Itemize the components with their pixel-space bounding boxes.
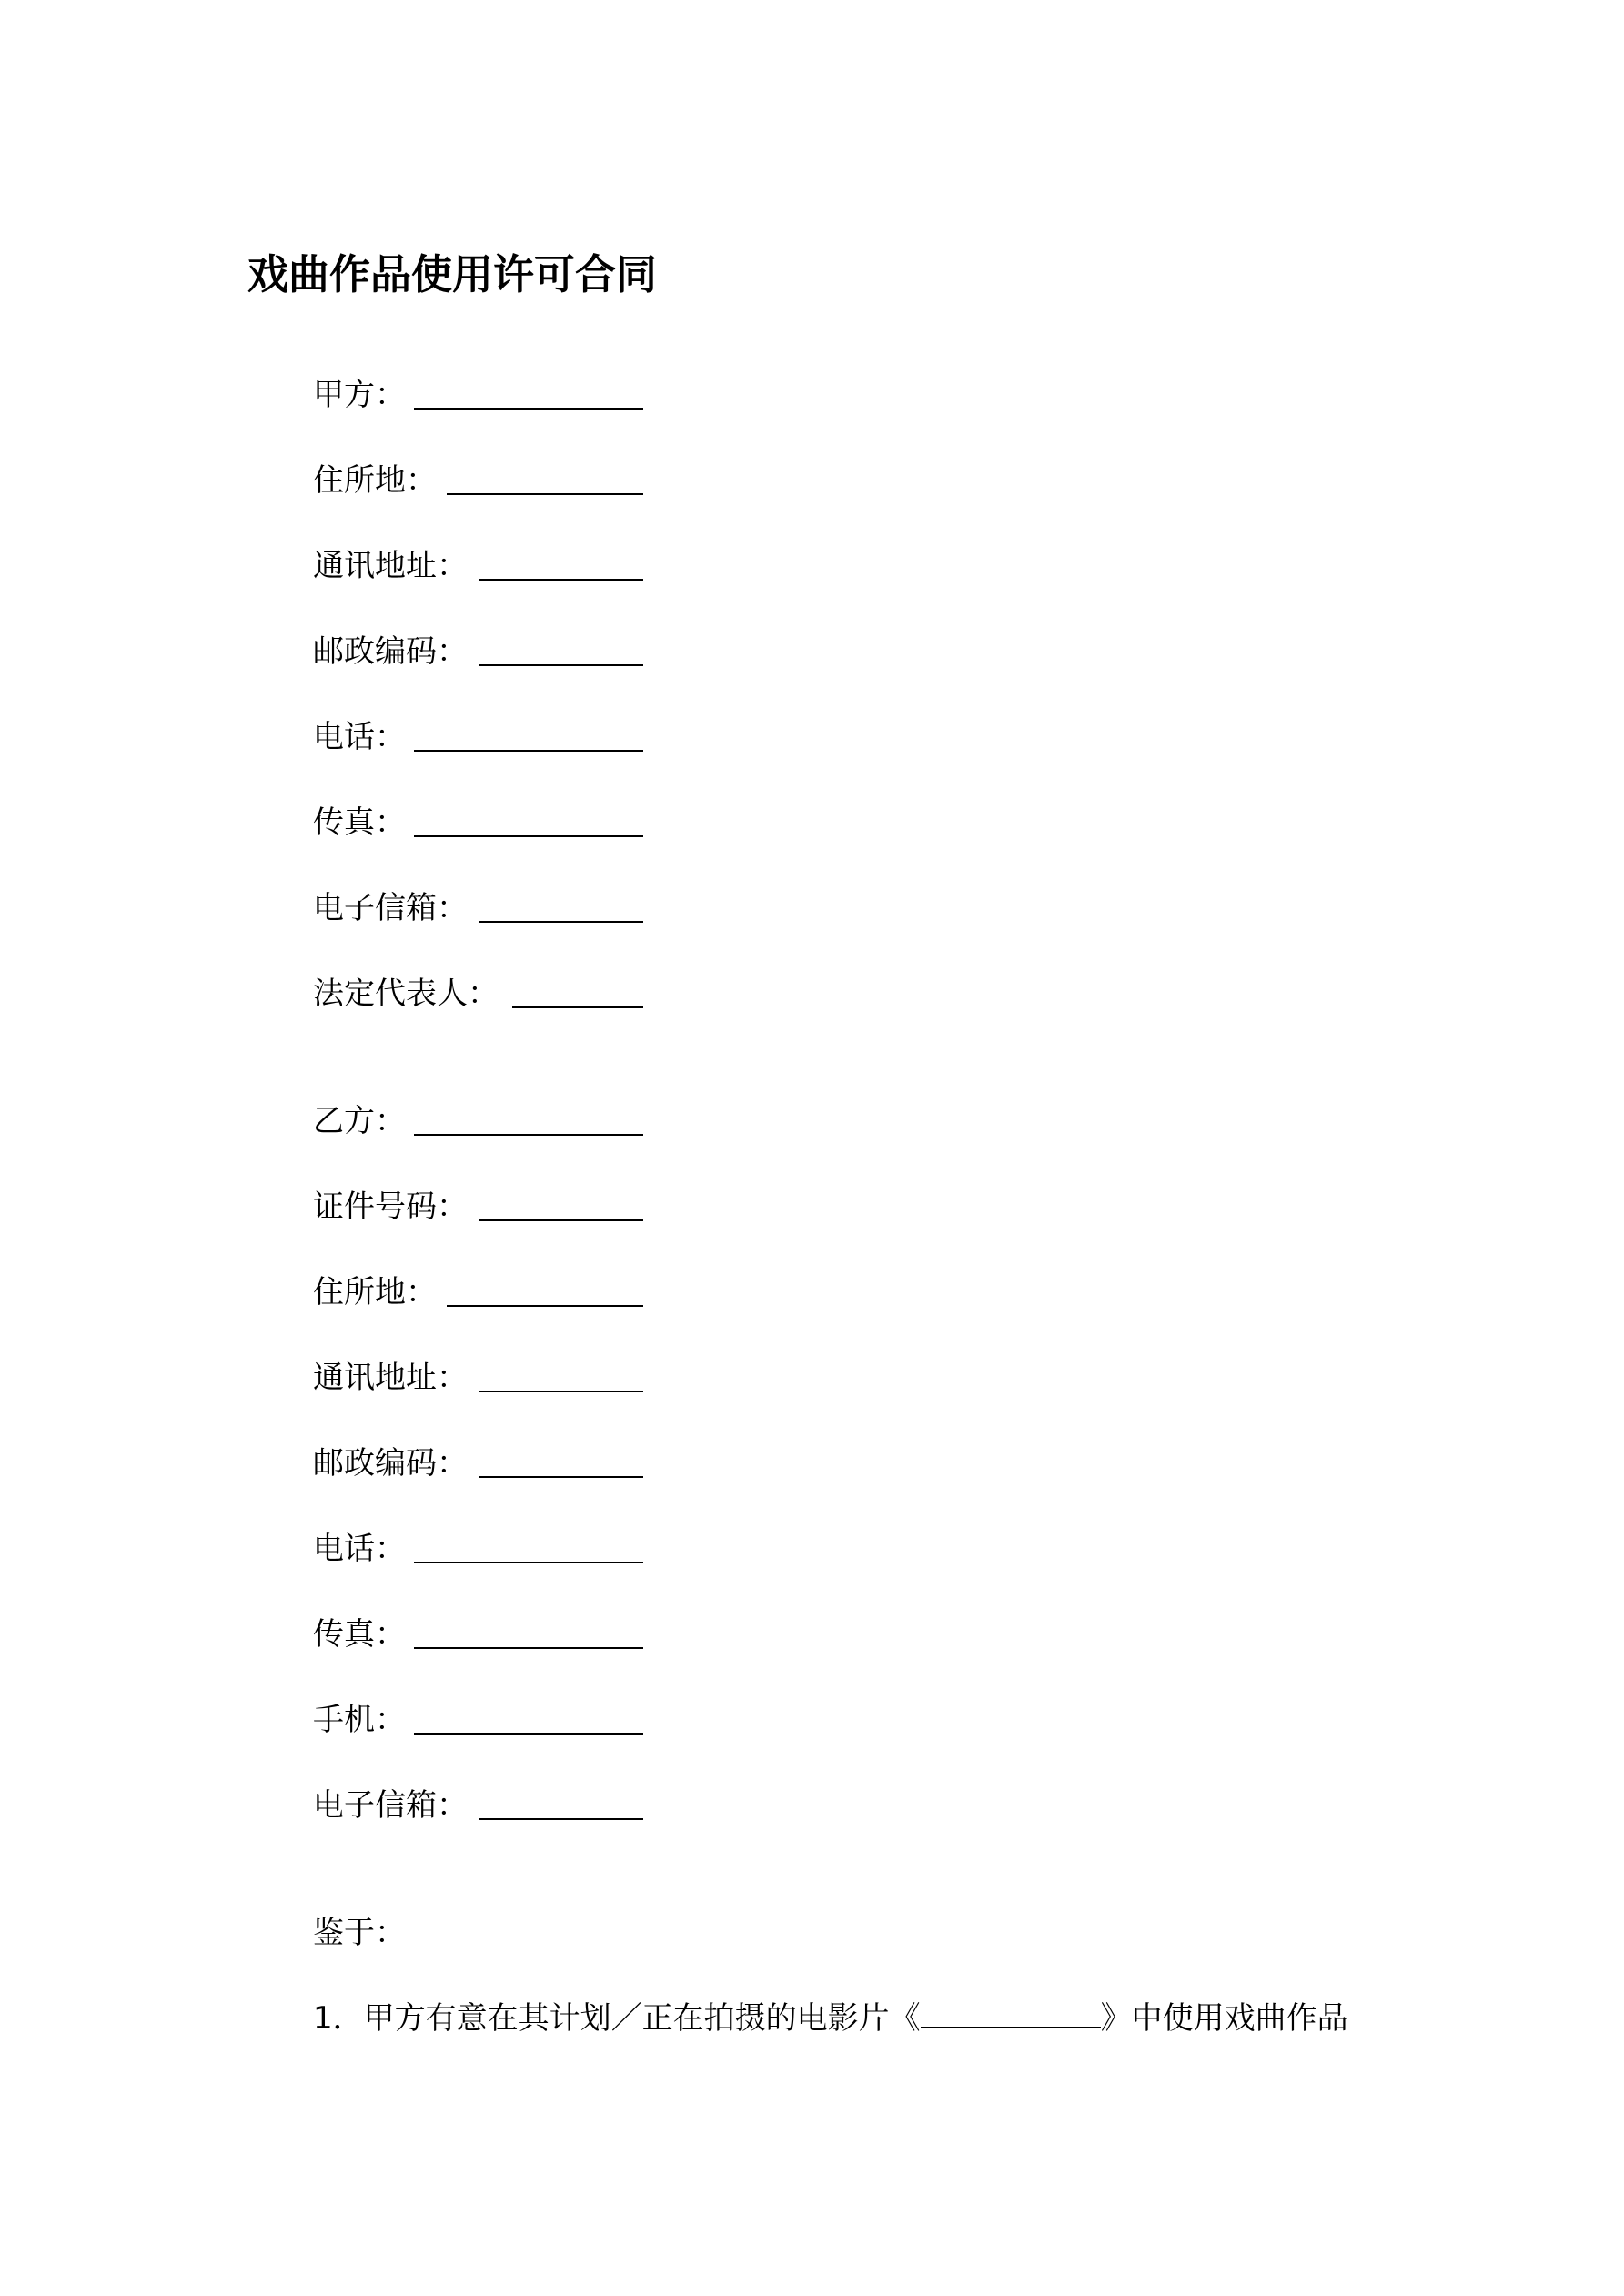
fill-in-blank[interactable] — [479, 1476, 643, 1478]
field-label: 电子信箱： — [313, 1787, 468, 1824]
fill-in-blank[interactable] — [479, 579, 643, 581]
recitals-heading: 鉴于： — [313, 1915, 406, 1951]
document-title: 戏曲作品使用许可合同 — [247, 250, 658, 298]
party-b-mailing-address-field — [313, 1356, 642, 1400]
fill-in-blank[interactable] — [447, 1305, 643, 1307]
field-label: 乙方： — [313, 1103, 406, 1139]
party-b-postal-code-field — [313, 1441, 642, 1485]
party-b-id-number-field — [313, 1185, 642, 1229]
field-label: 传真： — [313, 804, 406, 841]
field-label: 甲方： — [313, 377, 406, 413]
field-label: 电话： — [313, 719, 406, 755]
fill-in-blank[interactable] — [479, 921, 643, 923]
recital-text-before: 1．甲方有意在其计划／正在拍摄的电影片《 — [313, 2000, 921, 2037]
party-a-domicile-field — [313, 459, 642, 502]
party-b-email-field — [313, 1784, 642, 1827]
party-a-legal-representative-field — [313, 972, 642, 1016]
film-title-blank[interactable] — [921, 1999, 1101, 2028]
field-label: 通讯地址： — [313, 1360, 468, 1396]
fill-in-blank[interactable] — [414, 750, 643, 752]
party-a-postal-code-field — [313, 630, 642, 673]
field-label: 通讯地址： — [313, 548, 468, 584]
field-label: 证件号码： — [313, 1188, 468, 1225]
field-label: 法定代表人： — [313, 976, 499, 1012]
field-label: 传真： — [313, 1616, 406, 1653]
recital-text-after: 》中使用戏曲作品 — [1100, 2000, 1348, 2037]
fill-in-blank[interactable] — [414, 835, 643, 837]
party-a-fax-field — [313, 801, 642, 845]
fill-in-blank[interactable] — [479, 1391, 643, 1392]
fill-in-blank[interactable] — [414, 408, 643, 410]
fill-in-blank[interactable] — [479, 1219, 643, 1221]
party-b-mobile-field — [313, 1698, 642, 1742]
fill-in-blank[interactable] — [479, 1818, 643, 1820]
field-label: 电子信箱： — [313, 890, 468, 926]
party-b-phone-field — [313, 1527, 642, 1571]
party-a-name-field — [313, 373, 642, 417]
field-label: 住所地： — [313, 1274, 437, 1310]
party-a-mailing-address-field — [313, 544, 642, 588]
party-a-email-field — [313, 886, 642, 930]
fill-in-blank[interactable] — [447, 493, 643, 495]
party-b-domicile-field — [313, 1270, 642, 1314]
recital-item-1 — [313, 1997, 1348, 2040]
field-label: 手机： — [313, 1702, 406, 1738]
fill-in-blank[interactable] — [479, 664, 643, 666]
field-label: 电话： — [313, 1531, 406, 1567]
fill-in-blank[interactable] — [414, 1562, 643, 1563]
field-label: 住所地： — [313, 462, 437, 499]
party-b-name-field — [313, 1099, 642, 1143]
fill-in-blank[interactable] — [512, 1006, 643, 1008]
field-label: 邮政编码： — [313, 633, 468, 670]
fill-in-blank[interactable] — [414, 1733, 643, 1735]
party-a-phone-field — [313, 715, 642, 759]
fill-in-blank[interactable] — [414, 1134, 643, 1136]
party-b-fax-field — [313, 1613, 642, 1656]
field-label: 邮政编码： — [313, 1445, 468, 1482]
fill-in-blank[interactable] — [414, 1647, 643, 1649]
